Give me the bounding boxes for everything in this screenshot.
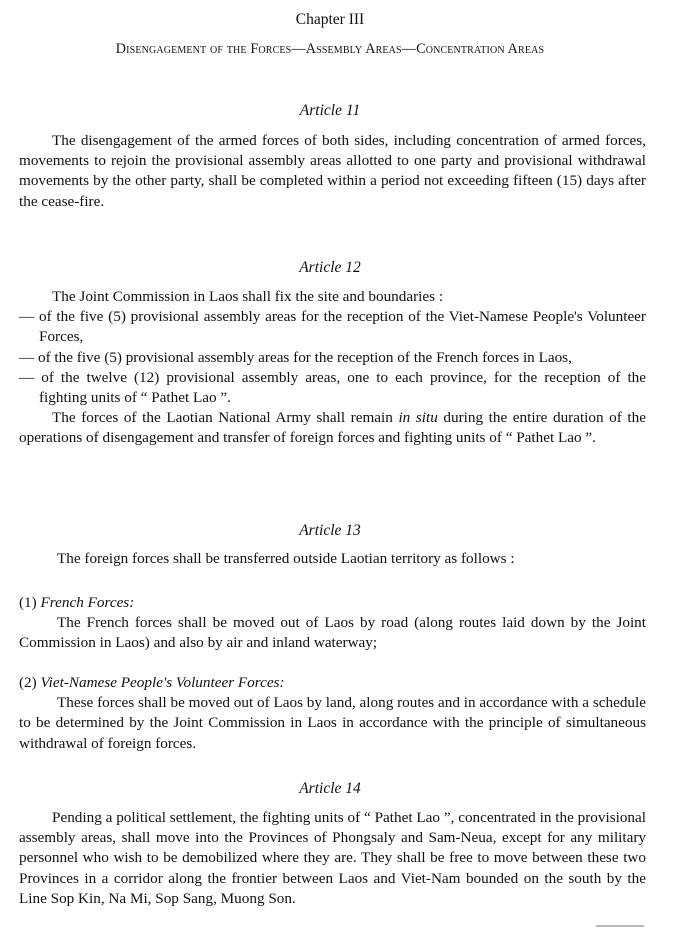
article-13-title: Article 13 <box>299 522 361 539</box>
article-12-item-3: — of the twelve (12) provisional assembly areas, one to each province, for the reception of the fighting units of “ Pathet Lao ”. <box>19 368 646 407</box>
article-12-body <box>19 287 646 449</box>
page-footer-mark <box>596 925 644 927</box>
article-14-title: Article 14 <box>299 780 361 797</box>
article-13-section-2 <box>19 673 646 754</box>
article-11-body <box>19 131 646 212</box>
section-2-number: (2) <box>19 674 41 691</box>
section-2-label: Viet-Namese People's Volunteer Forces: <box>40 674 285 691</box>
section-1-label: French Forces: <box>40 594 135 611</box>
section-2-text: These forces shall be moved out of Laos by land, along routes and in accordance with a schedule to be determined by the Joint Commission in Laos in accordance with the principle of simultaneous withdrawal of foreign forces. <box>19 694 646 752</box>
chapter-title: Chapter III <box>295 11 365 28</box>
article-12-closing <box>19 408 646 448</box>
article-11-title: Article 11 <box>299 102 361 119</box>
section-1-text: The French forces shall be moved out of Laos by road (along routes laid down by the Joint Commission in Laos) and also by air and inland waterway; <box>19 614 646 652</box>
article-12-title: Article 12 <box>299 259 361 276</box>
article-14-body <box>19 808 646 909</box>
article-12-item-1: — of the five (5) provisional assembly areas for the reception of the Viet-Namese People's Volunteer Forces, <box>19 308 646 346</box>
chapter-heading: Disengagement of the Forces—Assembly Areas—Concentration Areas <box>115 41 545 57</box>
article-12-item-2: — of the five (5) provisional assembly areas for the reception of the French forces in Laos, <box>19 348 572 366</box>
article-11-text: The disengagement of the armed forces of both sides, including concentration of armed forces, movements to rejoin the provisional assembly areas allotted to one party and provisional withdrawal movements by the other party, shall be completed within a period not exceeding fifteen (15) days after the cease-fire. <box>19 132 646 210</box>
section-1-heading <box>19 593 646 613</box>
article-13-intro: The foreign forces shall be transferred outside Laotian territory as follows : <box>57 550 515 567</box>
section-1-number: (1) <box>19 594 41 611</box>
article-13-section-1 <box>19 593 646 654</box>
article-12-closing-italic: in situ <box>398 409 438 427</box>
article-12-closing-part-1: The forces of the Laotian National Army shall remain <box>52 409 399 427</box>
section-2-heading <box>19 673 646 693</box>
article-13-intro-block <box>19 549 646 569</box>
article-14-text: Pending a political settlement, the fighting units of “ Pathet Lao ”, concentrated in the provisional assembly areas, shall move into the Provinces of Phongsaly and Sam-Neua, except for any military personnel who wish to be demobilized where they are. They shall be free to move between these two Provinces in a corridor along the frontier between Laos and Viet-Nam bounded on the south by the Line Sop Kin, Na Mi, Sop Sang, Muong Son. <box>19 809 646 907</box>
article-12-intro: The Joint Commission in Laos shall fix the site and boundaries : <box>52 288 444 305</box>
article-12-closing-part-2: during the entire duration of the operations of disengagement and transfer of foreign forces and fighting units of “ Pathet Lao ”. <box>19 409 646 447</box>
